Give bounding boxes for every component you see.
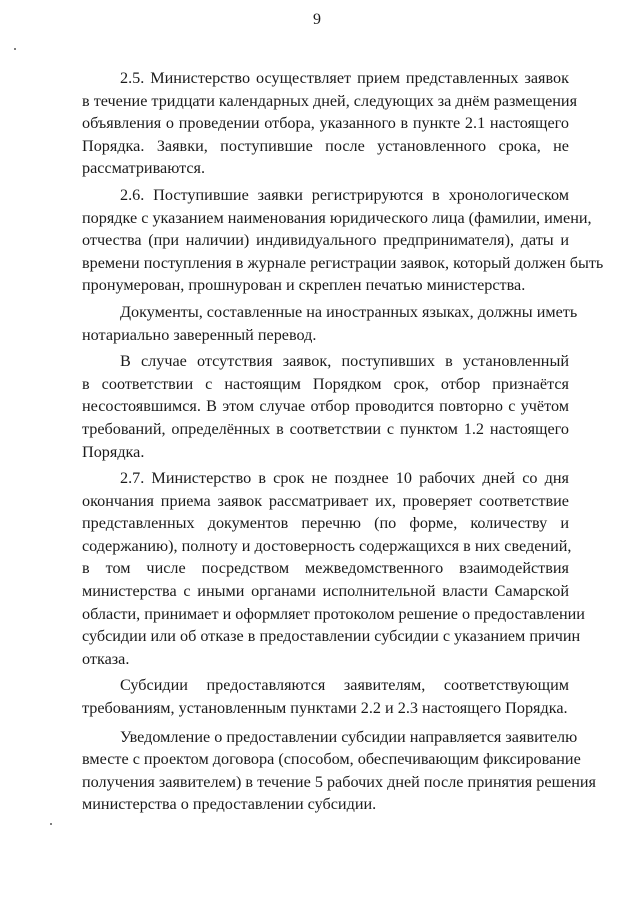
text-line: окончания приема заявок рассматривает их, проверяет соответствие [82, 491, 569, 510]
text-line: порядке с указанием наименования юридического лица (фамилии, имени, [82, 208, 592, 227]
text-line: требований, определённых в соответствии с пунктом 1.2 настоящего [82, 419, 569, 438]
text-line: содержанию), полноту и достоверность содержащихся в них сведений, [82, 536, 572, 555]
paragraph [82, 184, 604, 297]
text-line: Уведомление о предоставлении субсидии направляется заявителю [120, 727, 578, 746]
text-line: области, принимает и оформляет протоколом решение о предоставлении [82, 604, 585, 623]
document-body [82, 67, 604, 816]
paragraph [82, 301, 578, 346]
text-line: 2.5. Министерство осуществляет прием представленных заявок [120, 69, 569, 87]
paragraph [82, 726, 597, 816]
text-line: объявления о проведении отбора, указанного в пункте 2.1 настоящего [82, 114, 569, 133]
text-line: в течение тридцати календарных дней, следующих за днём размещения [82, 91, 578, 110]
scan-speck [50, 823, 52, 825]
text-line: 2.7. Министерство в срок не позднее 10 рабочих дней со дня [120, 469, 569, 488]
text-line: требованиям, установленным пунктами 2.2 и 2.3 настоящего Порядка. [82, 699, 568, 718]
text-line: несостоявшимся. В этом случае отбор проводится повторно с учётом [82, 397, 569, 416]
page-number: 9 [313, 11, 321, 28]
text-line: Документы, составленные на иностранных языках, должны иметь [120, 302, 578, 321]
text-line: отказа. [82, 649, 130, 668]
paragraph [82, 67, 578, 180]
text-line: министерства с иными органами исполнительной власти Самарской [82, 582, 569, 601]
text-line: нотариально заверенный перевод. [82, 325, 317, 344]
paragraph [82, 350, 569, 463]
text-line: рассматриваются. [82, 159, 206, 178]
text-line: пронумерован, прошнурован и скреплен печатью министерства. [82, 276, 526, 295]
text-line: получения заявителем) в течение 5 рабочих дней после принятия решения [82, 772, 597, 791]
text-line: в соответствии с настоящим Порядком срок, отбор признаётся [82, 374, 569, 393]
text-line: вместе с проектом договора (способом, обеспечивающим фиксирование [82, 750, 581, 769]
text-line: Субсидии предоставляются заявителям, соответствующим [120, 676, 569, 695]
text-line: министерства о предоставлении субсидии. [82, 795, 377, 814]
text-line: времени поступления в журнале регистрации заявок, который должен быть [82, 253, 604, 272]
text-line: отчества (при наличии) индивидуального предпринимателя), даты и [82, 231, 569, 250]
paragraph [82, 467, 585, 670]
scan-speck [14, 48, 16, 50]
text-line: в том числе посредством межведомственного взаимодействия [82, 559, 569, 578]
text-line: 2.6. Поступившие заявки регистрируются в хронологическом [120, 185, 569, 204]
paragraph [82, 674, 569, 719]
text-line: представленных документов перечню (по форме, количеству и [82, 514, 569, 533]
text-line: Порядка. [82, 442, 145, 461]
text-line: субсидии или об отказе в предоставлении субсидии с указанием причин [82, 627, 581, 646]
text-line: Порядка. Заявки, поступившие после установленного срока, не [82, 136, 569, 155]
text-line: В случае отсутствия заявок, поступивших в установленный [120, 352, 569, 371]
